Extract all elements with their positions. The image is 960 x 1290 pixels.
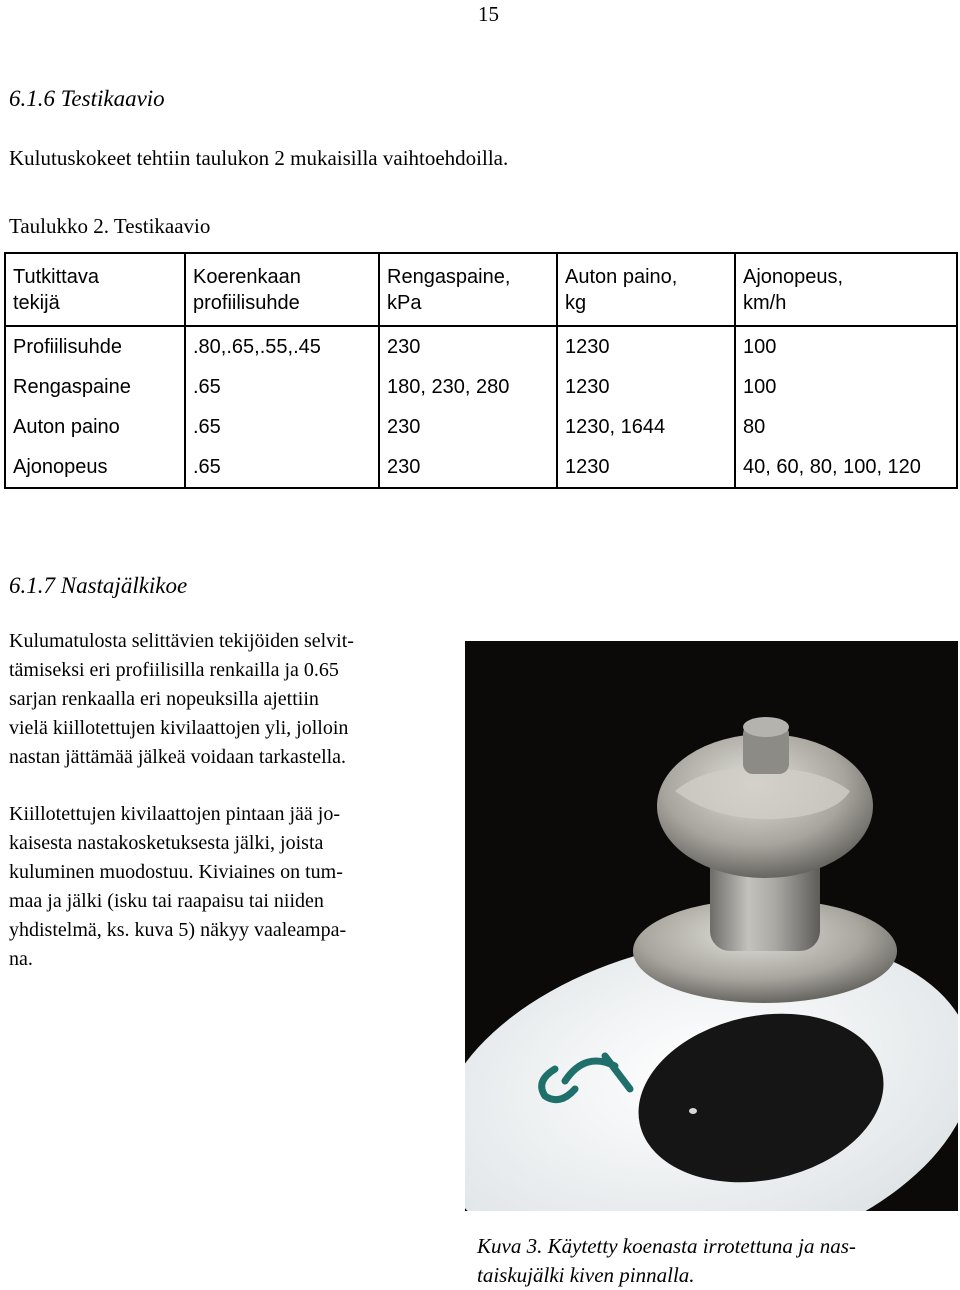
intro-paragraph: Kulutuskokeet tehtiin taulukon 2 mukaisilla vaihtoehdoilla. bbox=[9, 146, 509, 170]
text-line: sarjan renkaalla eri nopeuksilla ajettiin bbox=[9, 688, 319, 710]
table-header-cell: Tutkittava tekijä bbox=[5, 253, 185, 326]
table-cell: 230 bbox=[379, 326, 557, 367]
text-line: na. bbox=[9, 948, 33, 970]
table-cell: Profiilisuhde bbox=[5, 326, 185, 367]
table-cell: 230 bbox=[379, 447, 557, 488]
table-cell: Rengaspaine bbox=[5, 367, 185, 407]
table-cell: 100 bbox=[735, 326, 957, 367]
table-cell: Ajonopeus bbox=[5, 447, 185, 488]
table-cell: .65 bbox=[185, 447, 379, 488]
table-cell: 100 bbox=[735, 367, 957, 407]
table-row bbox=[5, 447, 957, 488]
text-line: Kulumatulosta selittävien tekijöiden selvit- bbox=[9, 630, 354, 652]
section-heading-6-1-7: 6.1.7 Nastajälkikoe bbox=[9, 573, 188, 598]
text-line: tämiseksi eri profiilisilla renkailla ja 0.65 bbox=[9, 659, 339, 681]
page-number: 15 bbox=[478, 2, 499, 26]
table-row bbox=[5, 367, 957, 407]
caption-line: taiskujälki kiven pinnalla. bbox=[477, 1263, 695, 1287]
table-row bbox=[5, 326, 957, 367]
table-cell: 80 bbox=[735, 407, 957, 447]
impact-mark bbox=[689, 1108, 697, 1114]
table-cell: 1230 bbox=[557, 447, 735, 488]
text-line: yhdistelmä, ks. kuva 5) näkyy vaaleampa- bbox=[9, 919, 347, 941]
table-cell: 180, 230, 280 bbox=[379, 367, 557, 407]
table-header-row bbox=[5, 253, 957, 326]
caption-line: Kuva 3. Käytetty koenasta irrotettuna ja nas- bbox=[477, 1234, 856, 1258]
paragraph-method bbox=[9, 627, 449, 772]
figure-caption bbox=[477, 1232, 947, 1290]
text-line: vielä kiillotettujen kivilaattojen yli, jolloin bbox=[9, 717, 349, 739]
section-heading-6-1-6: 6.1.6 Testikaavio bbox=[9, 86, 165, 111]
table-caption: Taulukko 2. Testikaavio bbox=[9, 214, 211, 238]
text-line: maa ja jälki (isku tai raapaisu tai niiden bbox=[9, 890, 324, 912]
table-header-cell: Rengaspaine, kPa bbox=[379, 253, 557, 326]
table-cell: .65 bbox=[185, 367, 379, 407]
table-header-cell: Koerenkaan profiilisuhde bbox=[185, 253, 379, 326]
text-line: kaisesta nastakosketuksesta jälki, joista bbox=[9, 832, 324, 854]
table-cell: 1230 bbox=[557, 326, 735, 367]
table-row bbox=[5, 407, 957, 447]
table-header-cell: Auton paino, kg bbox=[557, 253, 735, 326]
stud-pin-top bbox=[743, 717, 789, 737]
text-line: kuluminen muodostuu. Kiviaines on tum- bbox=[9, 861, 343, 883]
text-line: nastan jättämää jälkeä voidaan tarkastella. bbox=[9, 746, 347, 768]
table-cell: Auton paino bbox=[5, 407, 185, 447]
paragraph-marks bbox=[9, 800, 449, 974]
stud-photo bbox=[465, 641, 958, 1211]
table-cell: .80,.65,.55,.45 bbox=[185, 326, 379, 367]
test-plan-table bbox=[4, 252, 958, 489]
table-cell: 40, 60, 80, 100, 120 bbox=[735, 447, 957, 488]
text-line: Kiillotettujen kivilaattojen pintaan jää jo- bbox=[9, 803, 341, 825]
table-cell: 230 bbox=[379, 407, 557, 447]
table-header-cell: Ajonopeus, km/h bbox=[735, 253, 957, 326]
table-cell: 1230 bbox=[557, 367, 735, 407]
body-text bbox=[9, 627, 449, 1002]
table-cell: 1230, 1644 bbox=[557, 407, 735, 447]
table-cell: .65 bbox=[185, 407, 379, 447]
